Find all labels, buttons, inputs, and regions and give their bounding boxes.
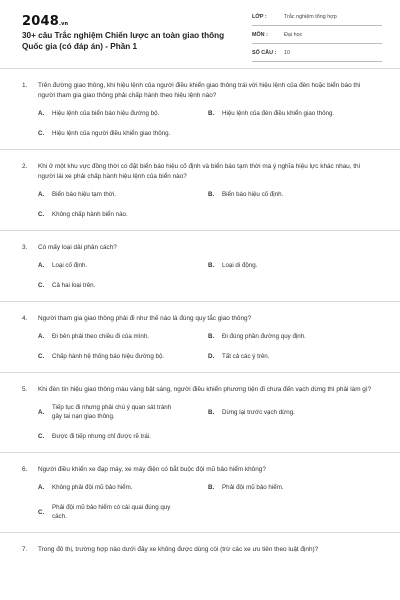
site-logo[interactable] <box>22 14 68 29</box>
answer-option-c[interactable] <box>38 432 208 441</box>
option-text: Không phải đội mũ bảo hiểm. <box>52 484 133 491</box>
option-text: Cả hai loại trên. <box>52 282 96 289</box>
option-text: Đi bên phải theo chiều đi của mình. <box>52 333 149 340</box>
logo-main: 2048 <box>22 14 59 29</box>
answer-option-b[interactable] <box>208 483 378 492</box>
option-key: B. <box>208 408 215 416</box>
option-key: C. <box>38 433 45 440</box>
meta-label: LỚP : <box>252 14 267 20</box>
question-1 <box>0 68 400 149</box>
option-text: Loại di động. <box>222 262 258 269</box>
option-text: Tất cả các ý trên. <box>222 353 270 360</box>
option-text: Chấp hành hệ thống báo hiệu đường bộ. <box>52 353 165 360</box>
question-list <box>0 68 400 555</box>
answer-option-c[interactable] <box>38 352 208 361</box>
answer-option-a[interactable] <box>38 483 208 492</box>
question-number: 7. <box>22 546 28 553</box>
option-key: B. <box>208 484 215 491</box>
question-number: 2. <box>22 163 28 170</box>
question-line <box>22 385 378 395</box>
meta-label: SỐ CÂU : <box>252 50 277 56</box>
question-6 <box>0 452 400 532</box>
option-key: C. <box>38 130 45 137</box>
answer-options <box>22 261 378 301</box>
document-title: 30+ câu Trắc nghiệm Chiến lược an toàn giao thông Quốc gia (có đáp án) - Phần 1 <box>22 31 225 51</box>
option-text: Được đi tiếp nhưng chỉ được rẽ trái. <box>52 433 151 440</box>
option-key: A. <box>38 408 45 416</box>
answer-options <box>22 109 378 149</box>
option-key: A. <box>38 484 45 491</box>
answer-option-a[interactable] <box>38 403 208 421</box>
question-text: Khi đèn tín hiệu giao thông màu vàng bật sáng, người điều khiển phương tiện đi chưa đến vạch dừng thì phải làm gì? <box>38 386 372 393</box>
answer-option-b[interactable] <box>208 109 378 118</box>
option-text: Biển báo hiệu cố định. <box>222 191 284 198</box>
answer-option-c[interactable] <box>38 129 208 138</box>
question-text: Người tham gia giao thông phải đi như thế nào là đúng quy tắc giao thông? <box>38 315 252 322</box>
option-key: B. <box>208 333 215 340</box>
option-key: C. <box>38 211 45 218</box>
answer-option-d[interactable] <box>208 352 378 361</box>
option-key: A. <box>38 333 45 340</box>
question-4 <box>0 301 400 372</box>
option-text: Hiệu lệnh của người điều khiển giao thông. <box>52 130 171 137</box>
meta-value: 10 <box>284 50 290 56</box>
answer-option-c[interactable] <box>38 210 208 219</box>
option-key: B. <box>208 191 215 198</box>
question-line <box>22 545 378 555</box>
question-5 <box>0 372 400 452</box>
answer-options <box>22 403 378 452</box>
meta-row-class <box>252 12 382 26</box>
question-number: 1. <box>22 82 28 89</box>
answer-options <box>22 332 378 372</box>
option-key: A. <box>38 110 45 117</box>
answer-option-b[interactable] <box>208 261 378 270</box>
option-text: Không chấp hành biển nào. <box>52 211 128 218</box>
question-number: 3. <box>22 244 28 251</box>
question-text: Trong đô thị, trường hợp nào dưới đây xe không được dùng còi (trừ các xe ưu tiên theo luật định)? <box>38 546 319 553</box>
option-key: C. <box>38 353 45 360</box>
question-line <box>22 465 378 475</box>
question-7 <box>0 532 400 555</box>
logo-suffix: .vn <box>58 21 69 27</box>
question-number: 4. <box>22 315 28 322</box>
option-key: A. <box>38 191 45 198</box>
question-line <box>22 81 378 101</box>
option-key: D. <box>208 353 215 360</box>
answer-option-a[interactable] <box>38 332 208 341</box>
meta-value: Trắc nghiệm tổng hợp <box>284 14 337 20</box>
question-2 <box>0 149 400 230</box>
meta-info <box>252 12 382 66</box>
question-text: Khi ở một khu vực đồng thời có đặt biển báo hiệu cố định và biển báo tạm thời mà ý nghĩa hiệu lực khác nhau, thì người lái xe phải chấp hành hiệu lệnh của biển nào? <box>38 163 361 180</box>
option-text: Hiệu lệnh của đèn điều khiển giao thông. <box>222 110 335 117</box>
option-text: Phải đội mũ bảo hiểm có cài quai đúng quy cách. <box>52 504 171 520</box>
option-key: A. <box>38 262 45 269</box>
answer-option-b[interactable] <box>208 403 378 421</box>
meta-row-count <box>252 48 382 62</box>
option-key: B. <box>208 262 215 269</box>
option-text: Loại cố định. <box>52 262 88 269</box>
question-3 <box>0 230 400 301</box>
document-header <box>0 0 400 68</box>
option-text: Đi đúng phần đường quy định. <box>222 333 306 340</box>
answer-option-b[interactable] <box>208 190 378 199</box>
question-number: 6. <box>22 466 28 473</box>
question-line <box>22 162 378 182</box>
question-text: Người điều khiển xe đạp máy, xe máy điện có bắt buộc đội mũ bảo hiểm không? <box>38 466 266 473</box>
option-key: B. <box>208 110 215 117</box>
answer-options <box>22 190 378 230</box>
answer-option-a[interactable] <box>38 109 208 118</box>
question-line <box>22 243 378 253</box>
question-text: Trên đường giao thông, khi hiệu lệnh của người điều khiển giao thông trái với hiệu lệnh của đèn hoặc biển báo thì người tham gia giao thông phải chấp hành theo hiệu lệnh nào? <box>38 82 361 99</box>
answer-option-c[interactable] <box>38 503 208 521</box>
answer-option-a[interactable] <box>38 261 208 270</box>
option-key: C. <box>38 282 45 289</box>
option-text: Tiếp tục đi nhưng phải chú ý quan sát tránh gây tai nạn giao thông. <box>52 404 172 420</box>
option-text: Biển báo hiệu tạm thời. <box>52 191 116 198</box>
option-text: Dừng lại trước vạch dừng. <box>222 408 295 416</box>
question-text: Có mấy loại dải phân cách? <box>38 244 117 251</box>
answer-option-c[interactable] <box>38 281 208 290</box>
question-line <box>22 314 378 324</box>
option-text: Hiệu lệnh của biển báo hiệu đường bộ. <box>52 110 160 117</box>
answer-options <box>22 483 378 532</box>
meta-row-subject <box>252 30 382 44</box>
question-number: 5. <box>22 386 28 393</box>
answer-option-b[interactable] <box>208 332 378 341</box>
option-text: Phải đội mũ bảo hiểm. <box>222 484 284 491</box>
answer-option-a[interactable] <box>38 190 208 199</box>
meta-label: MÔN : <box>252 32 268 38</box>
meta-value: Đại học <box>284 32 303 38</box>
option-key: C. <box>38 508 45 516</box>
